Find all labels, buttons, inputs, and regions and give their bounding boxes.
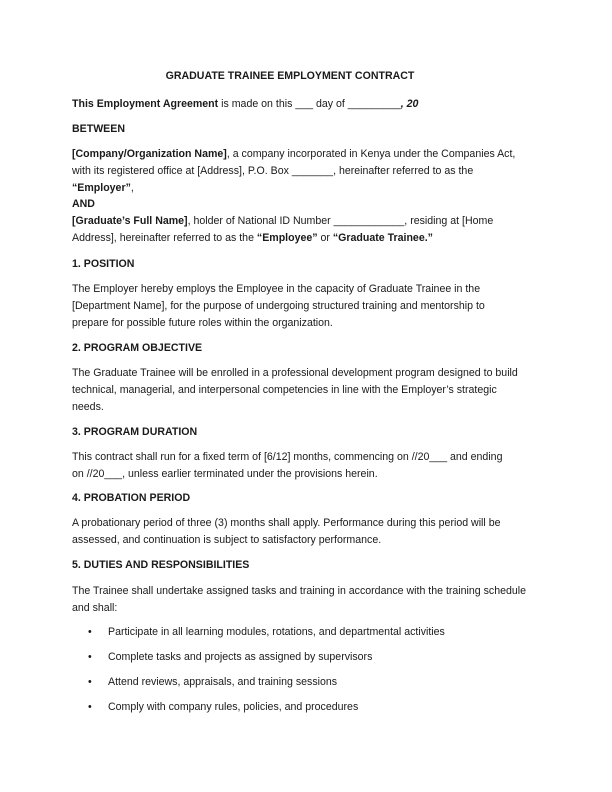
section-body-duration: This contract shall run for a fixed term of [6/12] months, commencing on //20___ and ending on //20___, unless earlier terminated under the provisions herein. xyxy=(72,451,503,480)
company-line-3: “Employer”, xyxy=(72,181,134,194)
section-body-duties: The Trainee shall undertake assigned tasks and training in accordance with the training schedule and shall: xyxy=(72,585,527,614)
list-item: • Attend reviews, appraisals, and training sessions xyxy=(88,676,338,688)
employee-term: “Employee” xyxy=(256,231,318,244)
section-heading-objective: 2. PROGRAM OBJECTIVE xyxy=(72,342,203,354)
document-title: GRADUATE TRAINEE EMPLOYMENT CONTRACT xyxy=(165,70,415,82)
graduate-name: [Graduate’s Full Name] xyxy=(72,215,188,227)
company-paragraph xyxy=(72,146,540,196)
company-name: [Company/Organization Name] xyxy=(72,148,227,160)
employer-term: “Employer” xyxy=(72,181,131,194)
and-heading: AND xyxy=(72,198,95,210)
bullet-icon: • xyxy=(88,676,92,688)
trainee-term: “Graduate Trainee.” xyxy=(332,231,433,244)
intro-bold: This Employment Agreement xyxy=(72,98,219,110)
intro-year: , 20 xyxy=(400,98,419,110)
list-item: • Complete tasks and projects as assigned by supervisors xyxy=(88,651,373,663)
section-body-objective: The Graduate Trainee will be enrolled in a professional development program designed to build technical, managerial, and interpersonal competencies in line with the Employer’s strategic needs. xyxy=(72,367,518,413)
bullet-icon: • xyxy=(88,701,92,713)
section-heading-position: 1. POSITION xyxy=(72,258,135,270)
section-body-position: The Employer hereby employs the Employee in the capacity of Graduate Trainee in the [Department Name], for the purpose of undergoing structured training and mentorship to prepare for possible future roles within the organization. xyxy=(72,283,485,329)
section-body-probation: A probationary period of three (3) months shall apply. Performance during this period will be assessed, and continuation is subject to satisfactory performance. xyxy=(72,517,501,546)
between-heading: BETWEEN xyxy=(72,123,125,135)
intro-line xyxy=(72,96,540,113)
graduate-line-2: Address], hereinafter referred to as the “Employee” or “Graduate Trainee.” xyxy=(72,231,433,244)
graduate-line-1: [Graduate’s Full Name], holder of National ID Number ____________, residing at [Home xyxy=(72,215,494,227)
list-item: • Comply with company rules, policies, and procedures xyxy=(88,701,359,713)
company-line-1: [Company/Organization Name], a company incorporated in Kenya under the Companies Act, xyxy=(72,148,516,160)
section-heading-probation: 4. PROBATION PERIOD xyxy=(72,492,191,504)
company-line-2: with its registered office at [Address], P.O. Box _______, hereinafter referred to as the xyxy=(72,164,474,177)
graduate-paragraph xyxy=(72,213,540,247)
intro-rest: is made on this ___ day of _________ xyxy=(218,98,401,110)
section-heading-duties: 5. DUTIES AND RESPONSIBILITIES xyxy=(72,559,250,571)
section-heading-duration: 3. PROGRAM DURATION xyxy=(72,426,198,438)
list-item: • Participate in all learning modules, rotations, and departmental activities xyxy=(88,626,445,638)
bullet-icon: • xyxy=(88,651,92,663)
bullet-icon: • xyxy=(88,626,92,638)
